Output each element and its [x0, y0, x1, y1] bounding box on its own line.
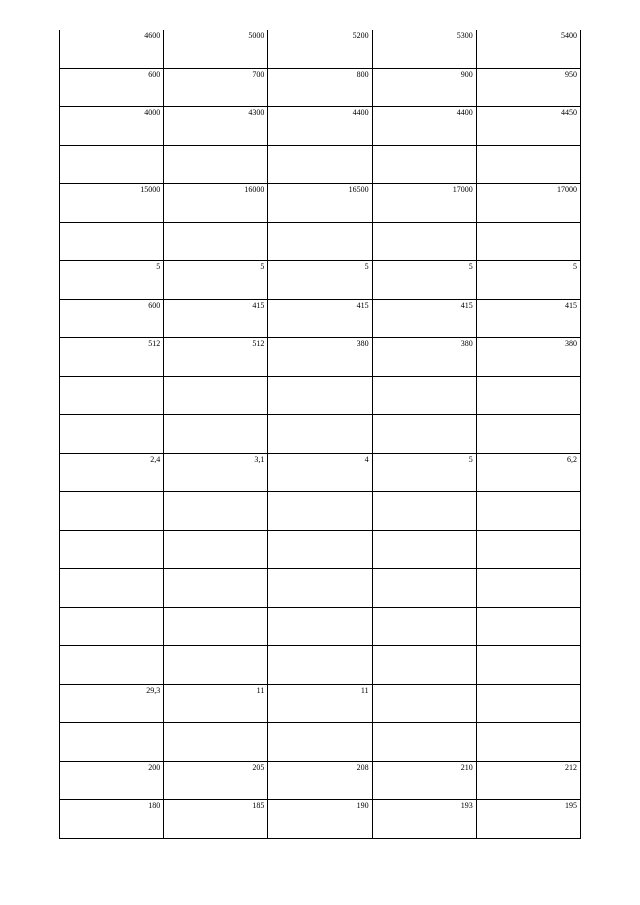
table-cell: 16000 — [164, 184, 268, 223]
table-cell — [164, 376, 268, 415]
table-cell — [268, 530, 372, 569]
table-row — [60, 299, 581, 338]
table-row — [60, 607, 581, 646]
table-row — [60, 261, 581, 300]
table-cell: 5300 — [372, 30, 476, 68]
table-cell — [372, 530, 476, 569]
table-cell: 4600 — [60, 30, 164, 68]
table-cell — [164, 415, 268, 454]
table-cell — [268, 646, 372, 685]
table-cell: 16500 — [268, 184, 372, 223]
table-cell: 5 — [60, 261, 164, 300]
table-cell: 17000 — [372, 184, 476, 223]
table-cell: 3,1 — [164, 453, 268, 492]
table-cell: 5 — [476, 261, 580, 300]
table-cell — [60, 569, 164, 608]
table-cell: 4000 — [60, 107, 164, 146]
table-cell — [164, 646, 268, 685]
table-cell: 900 — [372, 68, 476, 107]
table-cell — [164, 145, 268, 184]
table-cell — [476, 415, 580, 454]
table-cell — [60, 646, 164, 685]
table-cell — [372, 684, 476, 723]
table-cell — [476, 569, 580, 608]
table-cell — [268, 222, 372, 261]
table-cell — [372, 415, 476, 454]
table-cell — [164, 492, 268, 531]
table-cell: 700 — [164, 68, 268, 107]
table-cell: 205 — [164, 761, 268, 800]
table-cell — [164, 569, 268, 608]
table-cell: 180 — [60, 800, 164, 839]
table-cell: 5400 — [476, 30, 580, 68]
data-table — [59, 30, 581, 839]
table-cell: 415 — [476, 299, 580, 338]
table-cell: 512 — [60, 338, 164, 377]
table-cell — [476, 222, 580, 261]
table-row — [60, 723, 581, 762]
table-cell — [164, 222, 268, 261]
table-row — [60, 684, 581, 723]
table-cell — [60, 376, 164, 415]
table-cell: 200 — [60, 761, 164, 800]
table-cell: 17000 — [476, 184, 580, 223]
table-cell — [476, 684, 580, 723]
table-row — [60, 30, 581, 68]
table-cell: 210 — [372, 761, 476, 800]
table-cell: 950 — [476, 68, 580, 107]
table-row — [60, 145, 581, 184]
table-row — [60, 68, 581, 107]
table-cell: 15000 — [60, 184, 164, 223]
table-cell: 5 — [372, 261, 476, 300]
table-cell: 4 — [268, 453, 372, 492]
table-cell — [372, 492, 476, 531]
table-cell: 5200 — [268, 30, 372, 68]
table-cell: 415 — [372, 299, 476, 338]
table-row — [60, 222, 581, 261]
table-row — [60, 376, 581, 415]
table-cell — [164, 607, 268, 646]
table-cell — [268, 723, 372, 762]
table-cell — [60, 222, 164, 261]
table-cell: 5 — [268, 261, 372, 300]
table-cell — [60, 492, 164, 531]
table-cell — [476, 646, 580, 685]
table-cell: 11 — [164, 684, 268, 723]
table-cell: 380 — [268, 338, 372, 377]
table-row — [60, 453, 581, 492]
table-cell — [268, 145, 372, 184]
table-cell: 4400 — [372, 107, 476, 146]
table-row — [60, 184, 581, 223]
table-cell — [60, 607, 164, 646]
table-row — [60, 800, 581, 839]
table-cell — [268, 492, 372, 531]
table-cell: 208 — [268, 761, 372, 800]
table-cell: 4300 — [164, 107, 268, 146]
table-cell — [60, 415, 164, 454]
table-cell — [476, 723, 580, 762]
table-cell — [268, 569, 372, 608]
table-cell — [372, 222, 476, 261]
table-cell: 4450 — [476, 107, 580, 146]
table-cell — [476, 492, 580, 531]
table-cell — [372, 646, 476, 685]
table-cell: 5 — [372, 453, 476, 492]
table-cell: 29,3 — [60, 684, 164, 723]
table-row — [60, 569, 581, 608]
table-cell — [164, 723, 268, 762]
table-cell: 6,2 — [476, 453, 580, 492]
table-cell — [268, 376, 372, 415]
table-row — [60, 492, 581, 531]
table-cell: 212 — [476, 761, 580, 800]
table-cell: 415 — [164, 299, 268, 338]
table-cell: 380 — [372, 338, 476, 377]
table-cell — [372, 723, 476, 762]
table-cell — [60, 530, 164, 569]
table-cell: 415 — [268, 299, 372, 338]
table-cell: 195 — [476, 800, 580, 839]
table-cell: 600 — [60, 299, 164, 338]
table-cell — [476, 530, 580, 569]
table-cell: 800 — [268, 68, 372, 107]
table-cell — [372, 376, 476, 415]
table-cell — [164, 530, 268, 569]
table-cell — [372, 569, 476, 608]
table-cell: 380 — [476, 338, 580, 377]
table-cell: 5000 — [164, 30, 268, 68]
table-cell — [372, 607, 476, 646]
table-cell — [372, 145, 476, 184]
table-cell: 2,4 — [60, 453, 164, 492]
table-cell — [268, 607, 372, 646]
table-cell: 193 — [372, 800, 476, 839]
table-cell — [476, 376, 580, 415]
table-cell: 5 — [164, 261, 268, 300]
table-cell: 11 — [268, 684, 372, 723]
table-row — [60, 761, 581, 800]
table-cell: 190 — [268, 800, 372, 839]
table-row — [60, 530, 581, 569]
table-cell — [476, 145, 580, 184]
table-cell — [268, 415, 372, 454]
table-row — [60, 415, 581, 454]
table-cell — [476, 607, 580, 646]
table-cell: 4400 — [268, 107, 372, 146]
table-body — [60, 30, 581, 838]
table-cell: 600 — [60, 68, 164, 107]
table-row — [60, 107, 581, 146]
table-row — [60, 338, 581, 377]
table-cell — [60, 145, 164, 184]
table-row — [60, 646, 581, 685]
table-cell — [60, 723, 164, 762]
table-cell: 512 — [164, 338, 268, 377]
table-cell: 185 — [164, 800, 268, 839]
